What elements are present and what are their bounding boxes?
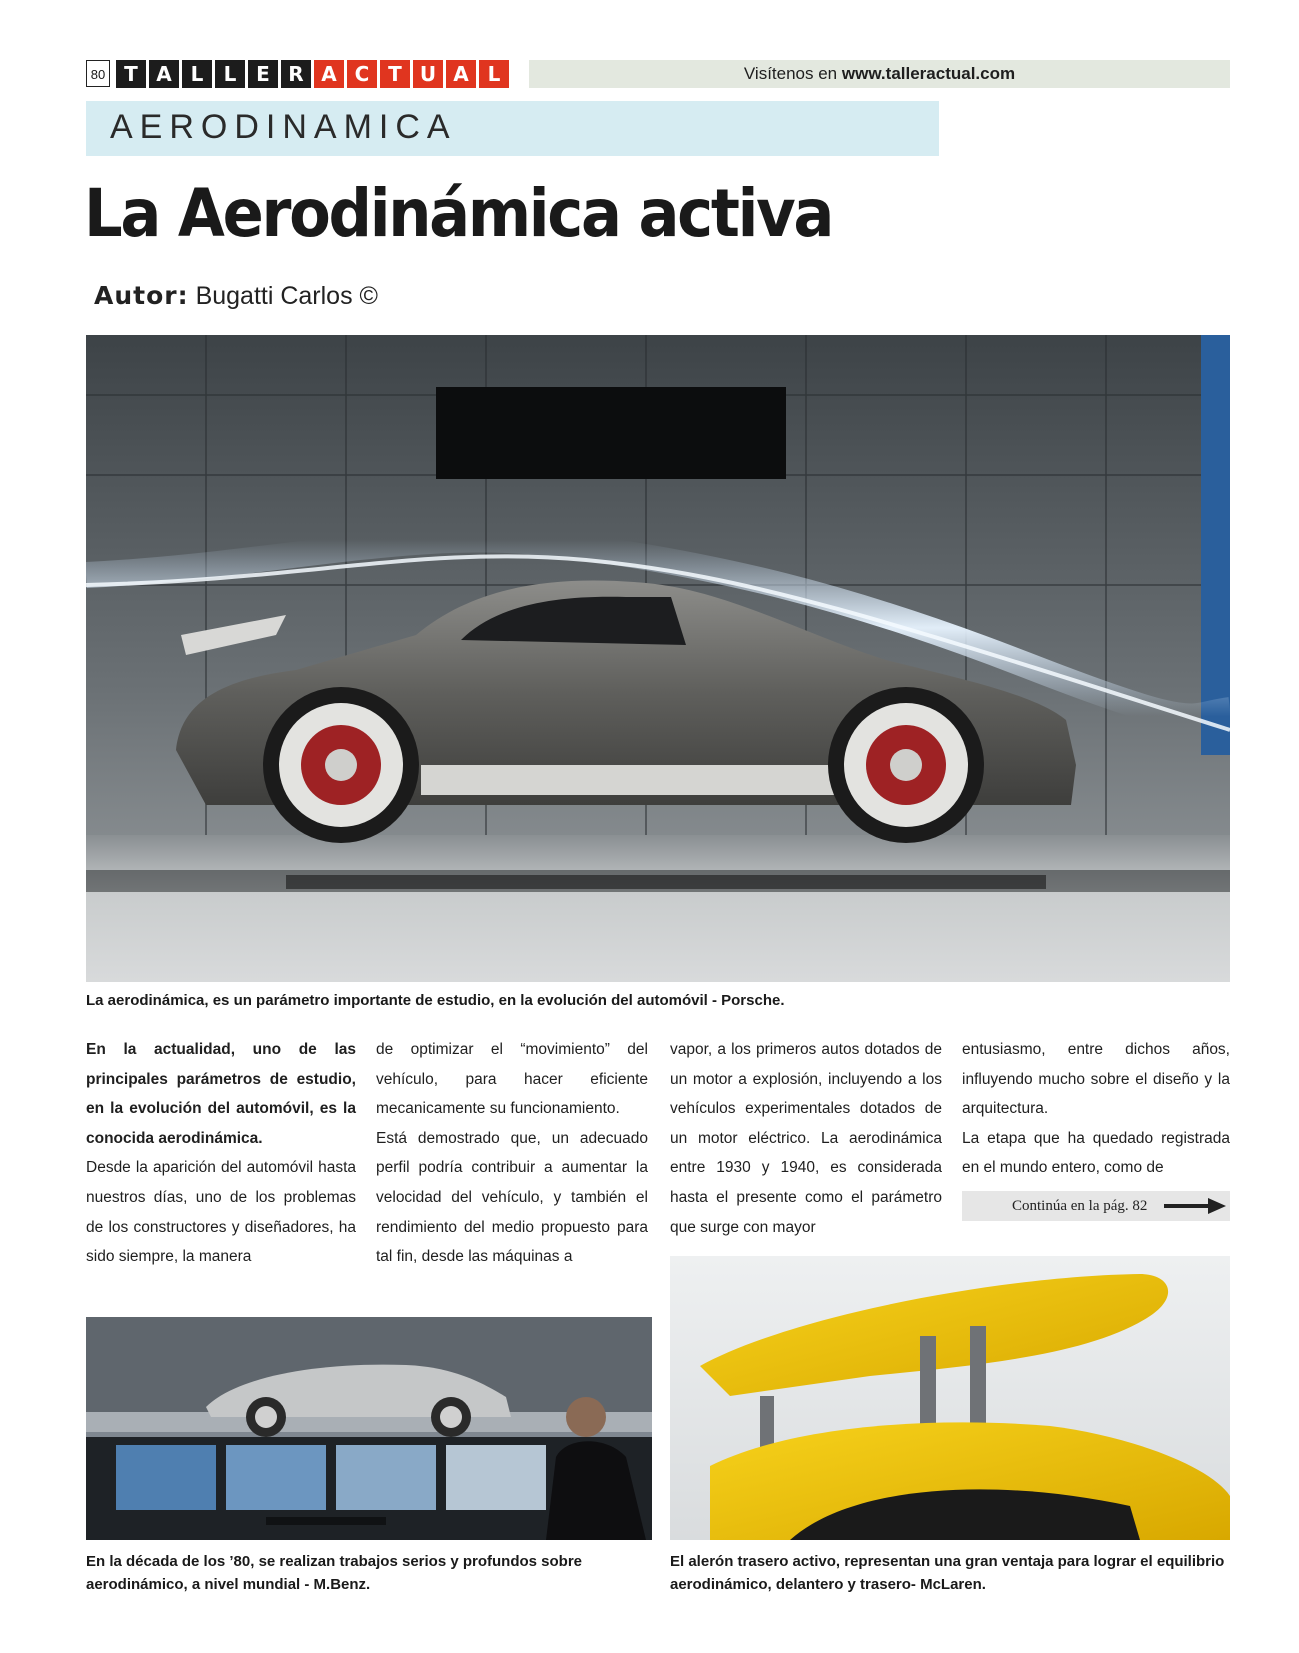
logo-letter: A [446,60,476,88]
text-column-4 [962,1035,1230,1183]
paragraph: entusiasmo, entre dichos años, influyendo mucho sobre el diseño y la arquitectura. [962,1041,1230,1118]
paragraph: La etapa que ha quedado registrada en el mundo entero, como de [962,1129,1230,1177]
mbenz-wind-tunnel-photo [86,1317,652,1540]
mclaren-rear-wing-photo [670,1256,1230,1540]
logo-letter: U [413,60,443,88]
logo-letter: L [182,60,212,88]
paragraph: vapor, a los primeros autos dotados de un motor a explosión, incluyendo a los vehículos experimentales dotados de un motor eléctrico. La aerodinámica entre 1930 y 1940, es considerada hasta el presente como el parámetro que surge con mayor [670,1041,942,1236]
paragraph: Desde la aparición del automóvil hasta nuestros días, uno de los problemas de los constructores y diseñadores, ha sido siempre, la manera [86,1159,356,1266]
logo-letter: C [347,60,377,88]
text-column-1 [86,1035,356,1272]
logo-letter: T [380,60,410,88]
continue-label: Continúa en la pág. 82 [1012,1198,1148,1214]
text-column-2 [376,1035,648,1272]
author-line [94,280,378,312]
lead-paragraph: En la actualidad, uno de las principales parámetros de estudio, en la evolución del automóvil, es la conocida aerodinámica. [86,1041,356,1147]
logo-letter: T [116,60,146,88]
logo-letter: A [149,60,179,88]
mbenz-photo-caption: En la década de los ’80, se realizan trabajos serios y profundos sobre aerodinámico, a nivel mundial - M.Benz. [86,1553,583,1593]
logo-letter: E [248,60,278,88]
continue-on-page[interactable] [962,1191,1230,1221]
logo-letter: L [215,60,245,88]
mclaren-photo-caption: El alerón trasero activo, representan una gran ventaja para lograr el equilibrio aerodinámico, delantero y trasero- McLaren. [670,1553,1225,1593]
website-banner [529,60,1230,88]
logo-letter: A [314,60,344,88]
author-name: Bugatti Carlos © [195,282,378,310]
paragraph: Está demostrado que, un adecuado perfil podría contribuir a aumentar la velocidad del vehículo, y también el rendimiento del medio propuesto para tal fin, desde las máquinas a [376,1129,648,1266]
paragraph: de optimizar el “movimiento” del vehículo, para hacer eficiente mecanicamente su funcionamiento. [376,1041,648,1118]
porsche-wind-tunnel-photo [86,335,1230,982]
continue-page-number: 82 [1132,1198,1148,1214]
author-label: Autor: [94,281,189,310]
main-photo-caption: La aerodinámica, es un parámetro importante de estudio, en la evolución del automóvil - Porsche. [86,992,785,1009]
magazine-logo [116,60,509,88]
arrow-right-icon [1164,1198,1226,1214]
logo-letter: R [281,60,311,88]
page-number: 80 [86,60,110,87]
article-title: La Aerodinámica activa [84,175,833,252]
section-label: AERODINAMICA [110,108,457,146]
visit-label: Visítenos en [743,64,838,83]
text-column-3 [670,1035,942,1242]
logo-letter: L [479,60,509,88]
website-link[interactable]: www.talleractual.com [841,64,1016,83]
